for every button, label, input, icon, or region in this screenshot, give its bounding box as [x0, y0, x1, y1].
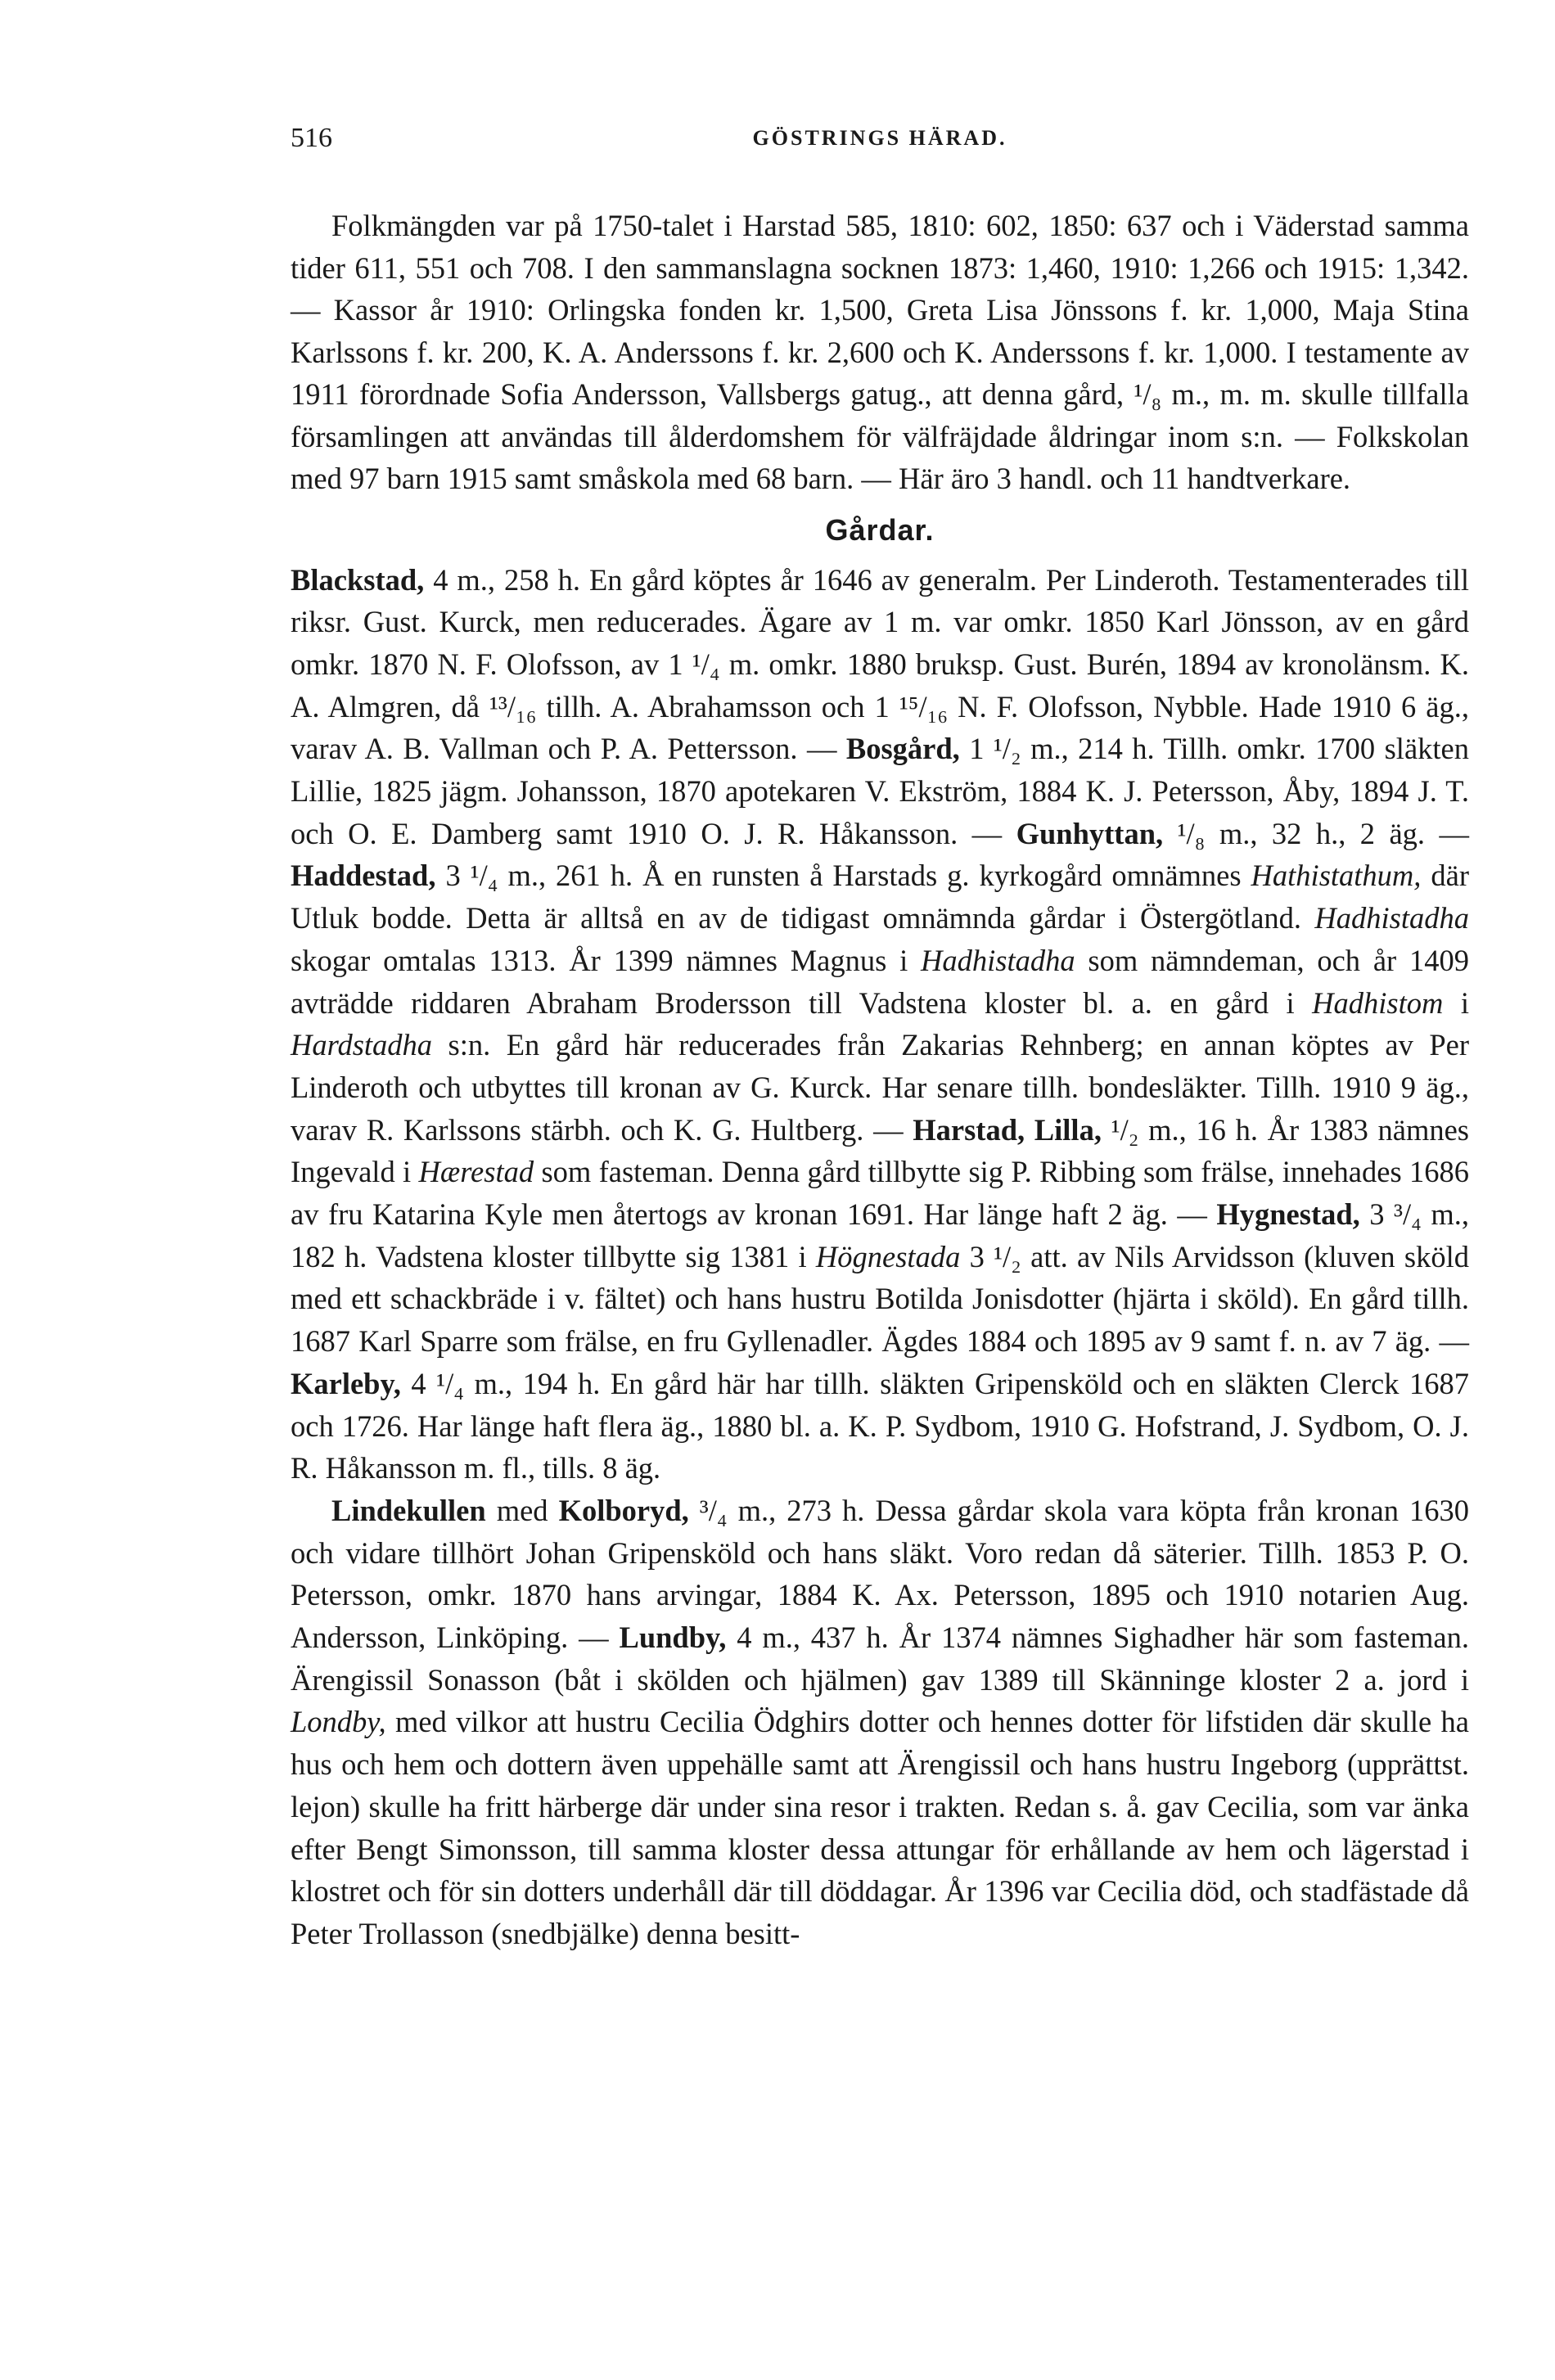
farm-text: i	[1443, 985, 1469, 1020]
farm-text: med vilkor att hustru Cecilia Ödghirs dotter och hennes dotter för lifstiden där skulle ha hus och hem och dottern även uppehälle samt att Ärengissil och hans hustru Ingeborg (upprättst. lejon) skulle ha fritt härberge där under sina resor i trakten. Redan s. å. gav Cecilia, som var änka efter Bengt Simonsson, till samma kloster dessa attungar för erhållande av hem och lägerstad i klostret och för sin dotters underhåll där till döddagar. År 1396 var Cecilia död, och stadfästade då Peter Trollasson (snedbjälke) denna besitt-	[291, 1705, 1469, 1950]
farm-name: Gunhyttan,	[1016, 816, 1164, 850]
farm-text: 4 m., 437 h. År 1374 nämnes Sighadher här som fasteman. Ärengissil Sonasson (båt i skölden och hjälmen) gav 1389 till Skänninge kloster 2 a. jord i	[291, 1620, 1469, 1697]
farm-text: 4 m., 258 h. En gård köptes år 1646 av generalm. Per Linderoth. Testamenterades till riksr. Gust. Kurck, men reducerades. Ägare av 1 m. var omkr. 1850 Karl Jönsson, av en gård omkr. 1870 N. F. Olofsson, av 1 ¹/₄ m. omkr. 1880 bruksp. Gust. Burén, 1894 av kronolänsm. K. A. Almgren, då ¹³/₁₆ tillh. A. Abrahamsson och 1 ¹⁵/₁₆ N. F. Olofsson, Nybble. Hade 1910 6 äg., varav A. B. Vallman och P. A. Pettersson. —	[291, 562, 1469, 766]
farms-paragraph-2	[291, 1490, 1469, 1955]
historic-place-name: Högnestada	[815, 1239, 961, 1273]
farm-text: ³/₄ m., 273 h. Dessa gårdar skola vara köpta från kronan 1630 och vidare tillhört Johan Gripensköld och hans släkt. Voro redan då säterier. Tillh. 1853 P. O. Petersson, omkr. 1870 hans arvingar, 1884 K. Ax. Petersson, 1895 och 1910 notarien Aug. Andersson, Linköping. —	[291, 1493, 1470, 1655]
historic-place-name: Londby,	[291, 1705, 386, 1739]
historic-place-name: Hadhistom	[1312, 985, 1444, 1020]
farm-name: Bosgård,	[845, 732, 960, 766]
historic-place-name: Hathistathum,	[1251, 859, 1422, 893]
farm-name: Blackstad,	[291, 562, 425, 597]
farm-text: där Utluk bodde. Detta är alltså en av de tidigast omnämnda gårdar i Östergötland.	[291, 859, 1469, 935]
farm-name: Hygnestad,	[1216, 1197, 1360, 1232]
farm-text: ¹/₂ m., 16 h. År 1383 nämnes Ingevald i	[291, 1112, 1469, 1189]
section-title: GÖSTRINGS HÄRAD.	[752, 126, 1007, 150]
page-number: 516	[291, 123, 332, 153]
farm-text: skogar omtalas 1313. År 1399 nämnes Magnus i	[291, 943, 922, 977]
historic-place-name: Hærestad	[418, 1155, 534, 1189]
farm-text: 1 ¹/₂ m., 214 h. Tillh. omkr. 1700 släkten Lillie, 1825 jägm. Johansson, 1870 apotekaren V. Ekström, 1884 K. J. Petersson, Åby, 1894 J. T. och O. E. Damberg samt 1910 O. J. R. Håkansson. —	[291, 732, 1469, 850]
intro-paragraph: Folkmängden var på 1750-talet i Harstad 585, 1810: 602, 1850: 637 och i Väderstad samma tider 611, 551 och 708. I den sammanslagna socknen 1873: 1,460, 1910: 1,266 och 1915: 1,342. — Kassor år 1910: Orlingska fonden kr. 1,500, Greta Lisa Jönssons f. kr. 1,000, Maja Stina Karlssons f. kr. 200, K. A. Anderssons f. kr. 2,600 och K. Anderssons f. kr. 1,000. I testamente av 1911 förordnade Sofia Andersson, Vallsbergs gatug., att denna gård, ¹/₈ m., m. m. skulle tillfalla församlingen att användas till ålderdomshem för välfräjdade åldringar inom s:n. — Folkskolan med 97 barn 1915 samt småskola med 68 barn. — Här äro 3 handl. och 11 handtverkare.	[291, 209, 1469, 495]
farm-text: som nämndeman, och år 1409 avträdde riddaren Abraham Brodersson till Vadstena kloster bl. a. en gård i	[291, 943, 1469, 1020]
running-head	[291, 123, 1469, 172]
farms-section	[291, 559, 1469, 1955]
farms-heading: Gårdar.	[825, 512, 935, 547]
document-page	[291, 123, 1469, 1955]
intro-section	[291, 205, 1469, 500]
farm-name: Lundby,	[619, 1620, 727, 1655]
farm-text: ¹/₈ m., 32 h., 2 äg. —	[1163, 816, 1469, 850]
farm-name: Haddestad,	[291, 859, 436, 893]
farm-text: som fasteman. Denna gård tillbytte sig P. Ribbing som frälse, innehades 1686 av fru Katarina Kyle men återtogs av kronan 1691. Har länge haft 2 äg. —	[291, 1155, 1469, 1232]
farm-text: 4 ¹/₄ m., 194 h. En gård här har tillh. släkten Gripensköld och en släkten Clerck 1687 och 1726. Har länge haft flera äg., 1880 bl. a. K. P. Sydbom, 1910 G. Hofstrand, J. Sydbom, O. J. R. Håkansson m. fl., tills. 8 äg.	[291, 1366, 1469, 1485]
farm-name: Harstad, Lilla,	[913, 1112, 1102, 1147]
historic-place-name: Hadhistadha	[1314, 901, 1469, 935]
farm-text: 3 ¹/₄ m., 261 h. Å en runsten å Harstads g. kyrkogård omnämnes	[435, 859, 1251, 893]
farm-text: med	[485, 1493, 559, 1527]
farm-name: Lindekullen	[331, 1493, 486, 1527]
farm-text: s:n. En gård här reducerades från Zakarias Rehnberg; en annan köptes av Per Linderoth och utbyttes till kronan av G. Kurck. Har senare tillh. bondesläkter. Tillh. 1910 9 äg., varav R. Karlssons stärbh. och K. G. Hultberg. —	[291, 1028, 1469, 1147]
farm-text: 3 ¹/₂ att. av Nils Arvidsson (kluven sköld med ett schackbräde i v. fältet) och hans hustru Botilda Jonisdotter (hjärta i sköld). En gård tillh. 1687 Karl Sparre som frälse, en fru Gyllenadler. Ägdes 1884 och 1895 av 9 samt f. n. av 7 äg. —	[291, 1239, 1469, 1359]
historic-place-name: Hadhistadha	[921, 943, 1075, 977]
historic-place-name: Hardstadha	[291, 1028, 433, 1062]
farms-paragraph-1	[291, 559, 1469, 1490]
farm-name: Karleby,	[291, 1366, 401, 1400]
farm-text: 3 ³/₄ m., 182 h. Vadstena kloster tillbytte sig 1381 i	[291, 1197, 1469, 1273]
farm-name: Kolboryd,	[558, 1493, 689, 1527]
